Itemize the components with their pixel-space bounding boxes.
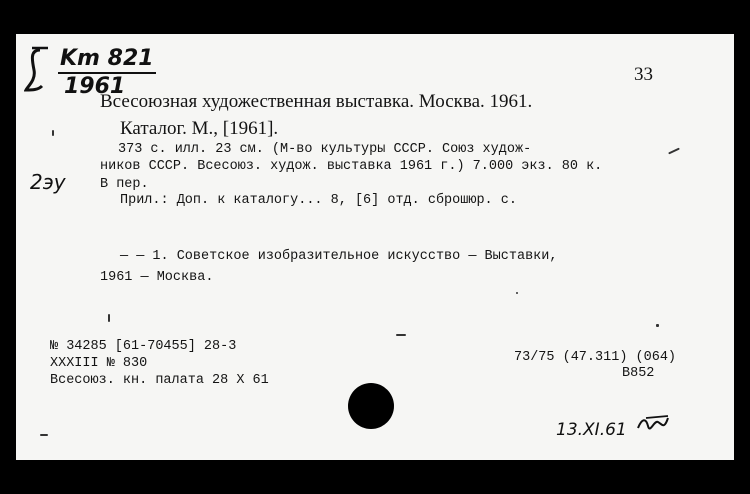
description-line-2: ников СССР. Всесоюз. худож. выставка 1961 г.) 7.000 экз. 80 к. bbox=[100, 159, 603, 174]
scan-speck bbox=[516, 292, 518, 294]
subject-line-1: — — 1. Советское изобразительное искусство — Выставки, bbox=[120, 249, 558, 264]
call-number-bracket bbox=[24, 46, 52, 98]
publication: Каталог. М., [1961]. bbox=[120, 118, 279, 139]
book-chamber: Всесоюз. кн. палата 28 X 61 bbox=[50, 373, 269, 388]
scan-speck bbox=[108, 314, 110, 322]
scan-speck bbox=[656, 324, 659, 327]
title: Всесоюзная художественная выставка. Москва. 1961. bbox=[100, 91, 533, 112]
description-line-1: 373 с. илл. 23 см. (М-во культуры СССР. Союз худож- bbox=[118, 142, 532, 157]
binding: В пер. bbox=[100, 177, 149, 192]
scan-speck bbox=[52, 130, 54, 136]
roman-number: XXXIII № 830 bbox=[50, 356, 148, 371]
catalog-card bbox=[16, 34, 734, 460]
side-note: 2эу bbox=[30, 170, 66, 194]
card-number: 33 bbox=[634, 64, 653, 85]
record-id: № 34285 [61-70455] 28-3 bbox=[50, 339, 237, 354]
classification: 73/75 (47.311) (064) bbox=[514, 350, 677, 365]
subject-line-2: 1961 — Москва. bbox=[100, 270, 214, 285]
shelf-code: В852 bbox=[622, 366, 655, 381]
scan-speck bbox=[668, 148, 680, 155]
card-punch-hole bbox=[348, 383, 394, 429]
scan-speck bbox=[40, 434, 48, 436]
supplement: Прил.: Доп. к каталогу... 8, [6] отд. сброшюр. с. bbox=[120, 193, 517, 208]
date-note: 13.XI.61 bbox=[556, 420, 627, 440]
scan-speck bbox=[396, 334, 406, 336]
call-number-top: Km 821 bbox=[60, 46, 154, 71]
initials-mark bbox=[636, 414, 670, 441]
call-number-bottom: 1961 bbox=[64, 74, 126, 99]
